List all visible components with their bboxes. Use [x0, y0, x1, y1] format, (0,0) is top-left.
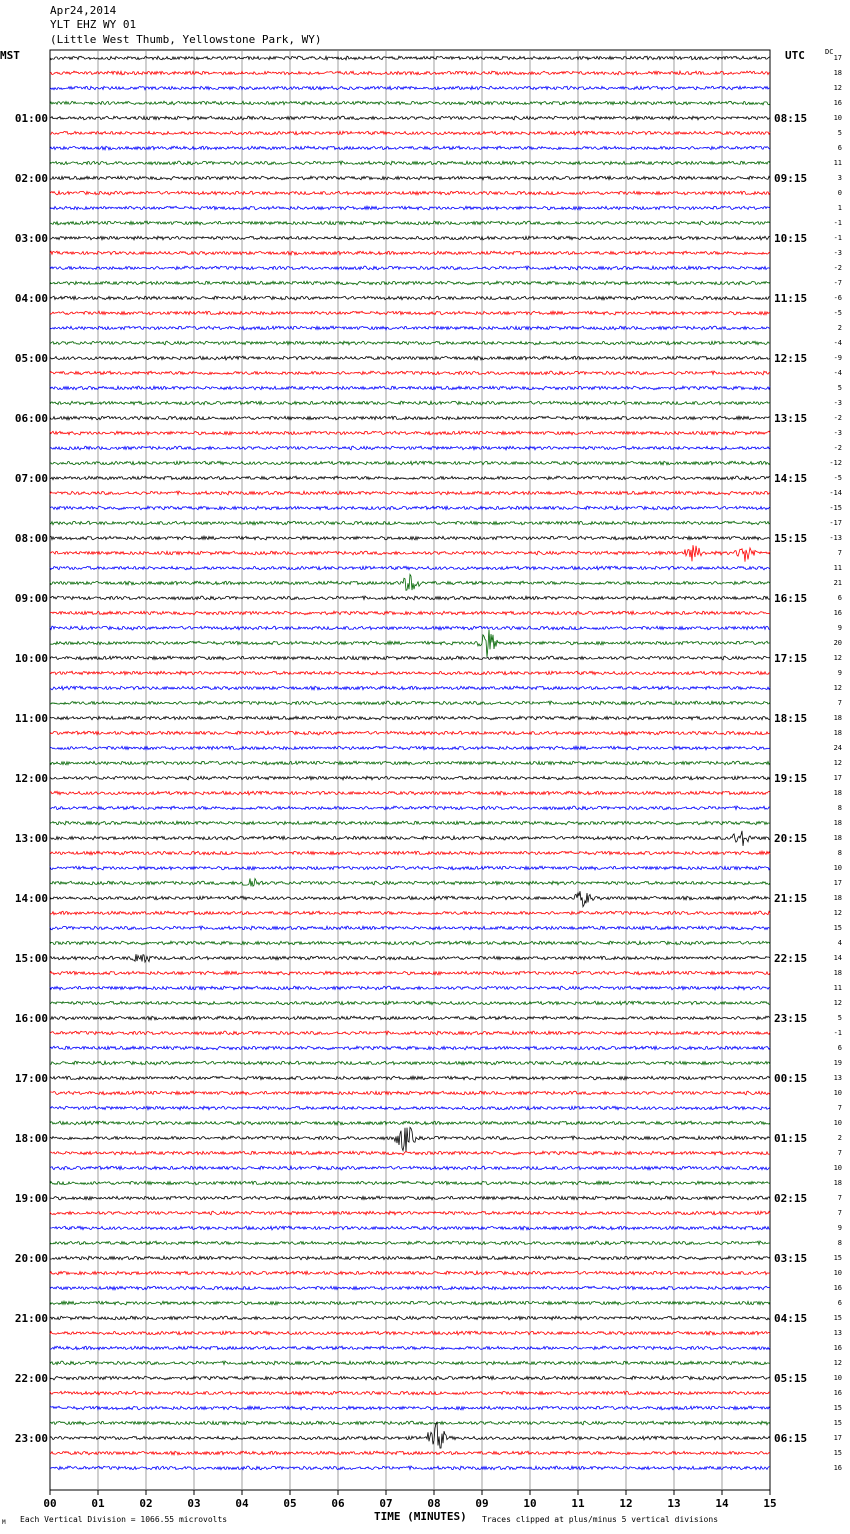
- seismic-trace-70: [50, 1091, 770, 1095]
- seismic-trace-38: [50, 611, 770, 615]
- left-hour-label: 23:00: [14, 1432, 48, 1445]
- dc-offset-value: 18: [833, 714, 842, 722]
- seismic-trace-12: [50, 221, 770, 225]
- seismic-trace-91: [50, 1406, 770, 1410]
- dc-offset-value: 12: [833, 759, 842, 767]
- station-code: YLT EHZ WY 01: [50, 18, 137, 31]
- seismic-trace-54: [50, 851, 770, 855]
- dc-offset-value: 14: [833, 954, 842, 962]
- left-hour-label: 11:00: [14, 712, 48, 725]
- seismic-trace-25: [50, 416, 770, 420]
- seismic-trace-21: [50, 356, 770, 360]
- seismic-trace-65: [50, 1016, 770, 1020]
- right-hour-label: 02:15: [774, 1192, 808, 1205]
- seismic-trace-35: [50, 566, 770, 570]
- seismic-trace-71: [50, 1106, 770, 1110]
- x-tick-label: 02: [139, 1497, 153, 1510]
- dc-offset-value: -2: [833, 444, 842, 452]
- dc-offset-value: 7: [837, 1149, 842, 1157]
- seismic-trace-90: [50, 1391, 770, 1395]
- dc-offset-value: 10: [833, 1164, 842, 1172]
- dc-offset-value: -3: [833, 399, 842, 407]
- seismic-trace-41: [50, 656, 770, 660]
- seismic-trace-61: [50, 954, 770, 962]
- x-tick-label: 04: [235, 1497, 249, 1510]
- dc-offset-value: 17: [833, 54, 842, 62]
- right-hour-label: 01:15: [774, 1132, 808, 1145]
- dc-offset-value: 16: [833, 609, 842, 617]
- dc-offset-value: 1: [837, 204, 842, 212]
- right-hour-label: 15:15: [774, 532, 808, 545]
- seismic-trace-92: [50, 1421, 770, 1425]
- seismic-trace-36: [50, 574, 770, 590]
- x-tick-label: 09: [475, 1497, 489, 1510]
- seismic-trace-59: [50, 926, 770, 930]
- seismic-trace-13: [50, 236, 770, 240]
- seismic-trace-27: [50, 446, 770, 450]
- x-tick-label: 00: [43, 1497, 57, 1510]
- left-hour-label: 10:00: [14, 652, 48, 665]
- seismic-trace-5: [50, 116, 770, 120]
- dc-offset-value: 16: [833, 99, 842, 107]
- right-hour-label: 11:15: [774, 292, 808, 305]
- x-tick-label: 07: [379, 1497, 393, 1510]
- dc-offset-value: -3: [833, 429, 842, 437]
- seismic-trace-30: [50, 491, 770, 495]
- left-hour-label: 02:00: [14, 172, 48, 185]
- dc-offset-value: 8: [837, 1239, 842, 1247]
- seismic-trace-47: [50, 746, 770, 750]
- seismic-trace-86: [50, 1331, 770, 1335]
- dc-offset-value: -4: [833, 369, 842, 377]
- dc-offset-value: -15: [829, 504, 842, 512]
- dc-offset-value: 18: [833, 729, 842, 737]
- dc-offset-value: 18: [833, 969, 842, 977]
- dc-offset-value: 11: [833, 564, 842, 572]
- right-hour-label: 12:15: [774, 352, 808, 365]
- seismic-trace-75: [50, 1166, 770, 1170]
- left-hour-label: 04:00: [14, 292, 48, 305]
- right-hour-label: 22:15: [774, 952, 808, 965]
- dc-offset-value: -9: [833, 354, 842, 362]
- right-timezone-label: UTC: [785, 49, 805, 62]
- seismic-trace-22: [50, 371, 770, 375]
- dc-offset-value: 17: [833, 879, 842, 887]
- dc-offset-value: 3: [837, 174, 842, 182]
- vertical-division-note: Each Vertical Division = 1066.55 microvolts: [20, 1515, 228, 1524]
- dc-offset-value: 10: [833, 1374, 842, 1382]
- left-hour-label: 16:00: [14, 1012, 48, 1025]
- seismic-trace-40: [50, 629, 770, 657]
- seismic-trace-82: [50, 1271, 770, 1275]
- seismic-trace-1: [50, 56, 770, 60]
- seismic-trace-69: [50, 1076, 770, 1080]
- seismic-trace-39: [50, 626, 770, 630]
- seismic-trace-28: [50, 461, 770, 465]
- right-hour-label: 16:15: [774, 592, 808, 605]
- seismic-trace-72: [50, 1121, 770, 1125]
- dc-offset-value: -13: [829, 534, 842, 542]
- seismic-trace-26: [50, 431, 770, 435]
- dc-offset-value: 6: [837, 1299, 842, 1307]
- dc-offset-value: 11: [833, 159, 842, 167]
- seismic-trace-52: [50, 821, 770, 825]
- seismic-trace-6: [50, 131, 770, 135]
- seismic-trace-64: [50, 1001, 770, 1005]
- right-hour-label: 13:15: [774, 412, 808, 425]
- seismic-trace-7: [50, 146, 770, 150]
- seismic-trace-15: [50, 266, 770, 270]
- dc-offset-value: 20: [833, 639, 842, 647]
- seismic-trace-55: [50, 866, 770, 870]
- x-tick-label: 12: [619, 1497, 633, 1510]
- seismic-trace-57: [50, 891, 770, 907]
- left-hour-label: 03:00: [14, 232, 48, 245]
- right-hour-label: 17:15: [774, 652, 808, 665]
- seismic-trace-79: [50, 1226, 770, 1230]
- left-hour-label: 14:00: [14, 892, 48, 905]
- left-hour-label: 22:00: [14, 1372, 48, 1385]
- dc-offset-value: -14: [829, 489, 842, 497]
- dc-offset-value: 6: [837, 144, 842, 152]
- left-hour-label: 15:00: [14, 952, 48, 965]
- dc-offset-value: 13: [833, 1329, 842, 1337]
- dc-offset-value: 2: [837, 1134, 842, 1142]
- seismic-trace-4: [50, 101, 770, 105]
- dc-offset-value: 7: [837, 1209, 842, 1217]
- x-axis-title: TIME (MINUTES): [374, 1510, 467, 1523]
- clipping-note: Traces clipped at plus/minus 5 vertical divisions: [482, 1515, 719, 1524]
- x-tick-label: 10: [523, 1497, 537, 1510]
- right-hour-label: 14:15: [774, 472, 808, 485]
- seismic-trace-89: [50, 1376, 770, 1380]
- dc-offset-value: 12: [833, 654, 842, 662]
- plot-frame: [50, 50, 770, 1490]
- x-tick-label: 15: [763, 1497, 777, 1510]
- dc-offset-header: DC: [825, 48, 834, 56]
- left-hour-label: 17:00: [14, 1072, 48, 1085]
- dc-offset-value: 16: [833, 1284, 842, 1292]
- dc-offset-value: -3: [833, 249, 842, 257]
- dc-offset-value: 7: [837, 699, 842, 707]
- left-hour-label: 21:00: [14, 1312, 48, 1325]
- dc-offset-value: 5: [837, 129, 842, 137]
- left-hour-label: 19:00: [14, 1192, 48, 1205]
- dc-offset-value: -1: [833, 219, 842, 227]
- right-hour-label: 04:15: [774, 1312, 808, 1325]
- dc-offset-value: 17: [833, 774, 842, 782]
- dc-offset-value: 10: [833, 1269, 842, 1277]
- dc-offset-value: -7: [833, 279, 842, 287]
- dc-offset-value: 15: [833, 924, 842, 932]
- dc-offset-value: 12: [833, 1359, 842, 1367]
- dc-offset-value: -5: [833, 309, 842, 317]
- dc-offset-value: 16: [833, 1344, 842, 1352]
- seismic-trace-48: [50, 761, 770, 765]
- seismic-trace-24: [50, 401, 770, 405]
- x-tick-label: 11: [571, 1497, 585, 1510]
- dc-offset-value: -6: [833, 294, 842, 302]
- dc-offset-value: 10: [833, 114, 842, 122]
- seismic-trace-20: [50, 341, 770, 345]
- seismic-trace-58: [50, 911, 770, 915]
- seismic-trace-81: [50, 1256, 770, 1260]
- seismic-trace-45: [50, 716, 770, 720]
- seismic-trace-2: [50, 71, 770, 75]
- dc-offset-value: 12: [833, 684, 842, 692]
- dc-offset-value: 9: [837, 624, 842, 632]
- x-tick-label: 01: [91, 1497, 105, 1510]
- seismic-trace-44: [50, 701, 770, 705]
- seismic-trace-37: [50, 596, 770, 600]
- seismic-trace-76: [50, 1181, 770, 1185]
- dc-offset-value: 21: [833, 579, 842, 587]
- dc-offset-value: 18: [833, 789, 842, 797]
- dc-offset-value: 7: [837, 1104, 842, 1112]
- right-hour-label: 05:15: [774, 1372, 808, 1385]
- seismic-trace-95: [50, 1466, 770, 1470]
- left-hour-label: 07:00: [14, 472, 48, 485]
- dc-offset-value: 0: [837, 189, 842, 197]
- dc-offset-value: 18: [833, 834, 842, 842]
- dc-offset-value: 7: [837, 549, 842, 557]
- dc-offset-value: 18: [833, 894, 842, 902]
- right-hour-label: 10:15: [774, 232, 808, 245]
- left-hour-label: 09:00: [14, 592, 48, 605]
- seismic-trace-93: [50, 1422, 770, 1448]
- seismic-trace-53: [50, 831, 770, 846]
- left-hour-label: 05:00: [14, 352, 48, 365]
- right-hour-label: 19:15: [774, 772, 808, 785]
- seismic-trace-43: [50, 686, 770, 690]
- seismic-trace-51: [50, 806, 770, 810]
- seismic-trace-32: [50, 521, 770, 525]
- seismic-trace-84: [50, 1301, 770, 1305]
- seismic-trace-23: [50, 386, 770, 390]
- dc-offset-value: 9: [837, 669, 842, 677]
- x-tick-label: 06: [331, 1497, 345, 1510]
- seismic-trace-10: [50, 191, 770, 195]
- dc-offset-value: 6: [837, 594, 842, 602]
- dc-offset-value: 15: [833, 1419, 842, 1427]
- dc-offset-value: 19: [833, 1059, 842, 1067]
- dc-offset-value: 13: [833, 1074, 842, 1082]
- dc-offset-value: 7: [837, 1194, 842, 1202]
- station-location: (Little West Thumb, Yellowstone Park, WY): [50, 33, 322, 46]
- footer-corner-mark: M: [2, 1519, 6, 1526]
- dc-offset-value: 10: [833, 1089, 842, 1097]
- dc-offset-value: -5: [833, 474, 842, 482]
- seismic-trace-66: [50, 1031, 770, 1035]
- x-tick-label: 05: [283, 1497, 297, 1510]
- dc-offset-value: 10: [833, 864, 842, 872]
- seismic-trace-19: [50, 326, 770, 330]
- plot-date: Apr24,2014: [50, 4, 117, 17]
- x-tick-label: 13: [667, 1497, 681, 1510]
- seismic-trace-16: [50, 281, 770, 285]
- left-hour-label: 06:00: [14, 412, 48, 425]
- seismic-trace-3: [50, 86, 770, 90]
- left-hour-label: 12:00: [14, 772, 48, 785]
- seismic-trace-42: [50, 671, 770, 675]
- seismic-trace-80: [50, 1241, 770, 1245]
- seismic-trace-56: [50, 878, 770, 886]
- seismic-trace-33: [50, 536, 770, 540]
- right-hour-label: 18:15: [774, 712, 808, 725]
- seismic-trace-67: [50, 1046, 770, 1050]
- seismic-trace-31: [50, 506, 770, 510]
- left-hour-label: 01:00: [14, 112, 48, 125]
- dc-offset-value: 16: [833, 1389, 842, 1397]
- dc-offset-value: 8: [837, 849, 842, 857]
- seismic-trace-46: [50, 731, 770, 735]
- left-hour-label: 08:00: [14, 532, 48, 545]
- seismic-trace-29: [50, 476, 770, 480]
- dc-offset-value: 4: [837, 939, 842, 947]
- right-hour-label: 08:15: [774, 112, 808, 125]
- dc-offset-value: 15: [833, 1314, 842, 1322]
- dc-offset-value: 5: [837, 384, 842, 392]
- dc-offset-value: 18: [833, 1179, 842, 1187]
- right-hour-label: 09:15: [774, 172, 808, 185]
- dc-offset-value: 12: [833, 84, 842, 92]
- dc-offset-value: 18: [833, 819, 842, 827]
- seismic-trace-68: [50, 1061, 770, 1065]
- dc-offset-value: 15: [833, 1254, 842, 1262]
- x-tick-label: 03: [187, 1497, 201, 1510]
- seismic-trace-88: [50, 1361, 770, 1365]
- dc-offset-value: 12: [833, 909, 842, 917]
- seismic-trace-74: [50, 1151, 770, 1155]
- dc-offset-value: 9: [837, 1224, 842, 1232]
- x-tick-label: 14: [715, 1497, 729, 1510]
- seismic-trace-77: [50, 1196, 770, 1200]
- dc-offset-value: 16: [833, 1464, 842, 1472]
- right-hour-label: 21:15: [774, 892, 808, 905]
- seismic-trace-87: [50, 1346, 770, 1350]
- dc-offset-value: -2: [833, 414, 842, 422]
- dc-offset-value: 5: [837, 1014, 842, 1022]
- seismic-trace-49: [50, 776, 770, 780]
- seismic-trace-18: [50, 311, 770, 315]
- dc-offset-value: 15: [833, 1449, 842, 1457]
- dc-offset-value: 11: [833, 984, 842, 992]
- seismic-trace-8: [50, 161, 770, 165]
- dc-offset-value: 8: [837, 804, 842, 812]
- dc-offset-value: 15: [833, 1404, 842, 1412]
- seismic-trace-63: [50, 986, 770, 990]
- right-hour-label: 20:15: [774, 832, 808, 845]
- seismic-trace-78: [50, 1211, 770, 1215]
- right-hour-label: 23:15: [774, 1012, 808, 1025]
- right-hour-label: 00:15: [774, 1072, 808, 1085]
- dc-offset-value: -2: [833, 264, 842, 272]
- seismic-trace-11: [50, 206, 770, 210]
- seismic-trace-83: [50, 1286, 770, 1290]
- left-timezone-label: MST: [0, 49, 20, 62]
- dc-offset-value: -4: [833, 339, 842, 347]
- dc-offset-value: -1: [833, 1029, 842, 1037]
- left-hour-label: 20:00: [14, 1252, 48, 1265]
- seismic-trace-17: [50, 296, 770, 300]
- seismic-trace-50: [50, 791, 770, 795]
- dc-offset-value: -1: [833, 234, 842, 242]
- dc-offset-value: 24: [833, 744, 842, 752]
- dc-offset-value: 17: [833, 1434, 842, 1442]
- seismic-trace-60: [50, 941, 770, 945]
- seismic-trace-85: [50, 1316, 770, 1320]
- dc-offset-value: 6: [837, 1044, 842, 1052]
- right-hour-label: 06:15: [774, 1432, 808, 1445]
- x-tick-label: 08: [427, 1497, 441, 1510]
- dc-offset-value: 12: [833, 999, 842, 1007]
- dc-offset-value: -12: [829, 459, 842, 467]
- seismic-trace-34: [50, 545, 770, 562]
- seismic-trace-62: [50, 971, 770, 975]
- left-hour-label: 18:00: [14, 1132, 48, 1145]
- dc-offset-value: 18: [833, 69, 842, 77]
- seismic-trace-94: [50, 1451, 770, 1455]
- right-hour-label: 03:15: [774, 1252, 808, 1265]
- dc-offset-value: -17: [829, 519, 842, 527]
- seismic-trace-73: [50, 1127, 770, 1152]
- seismic-trace-9: [50, 176, 770, 180]
- seismic-trace-14: [50, 251, 770, 255]
- dc-offset-value: 10: [833, 1119, 842, 1127]
- dc-offset-value: 2: [837, 324, 842, 332]
- left-hour-label: 13:00: [14, 832, 48, 845]
